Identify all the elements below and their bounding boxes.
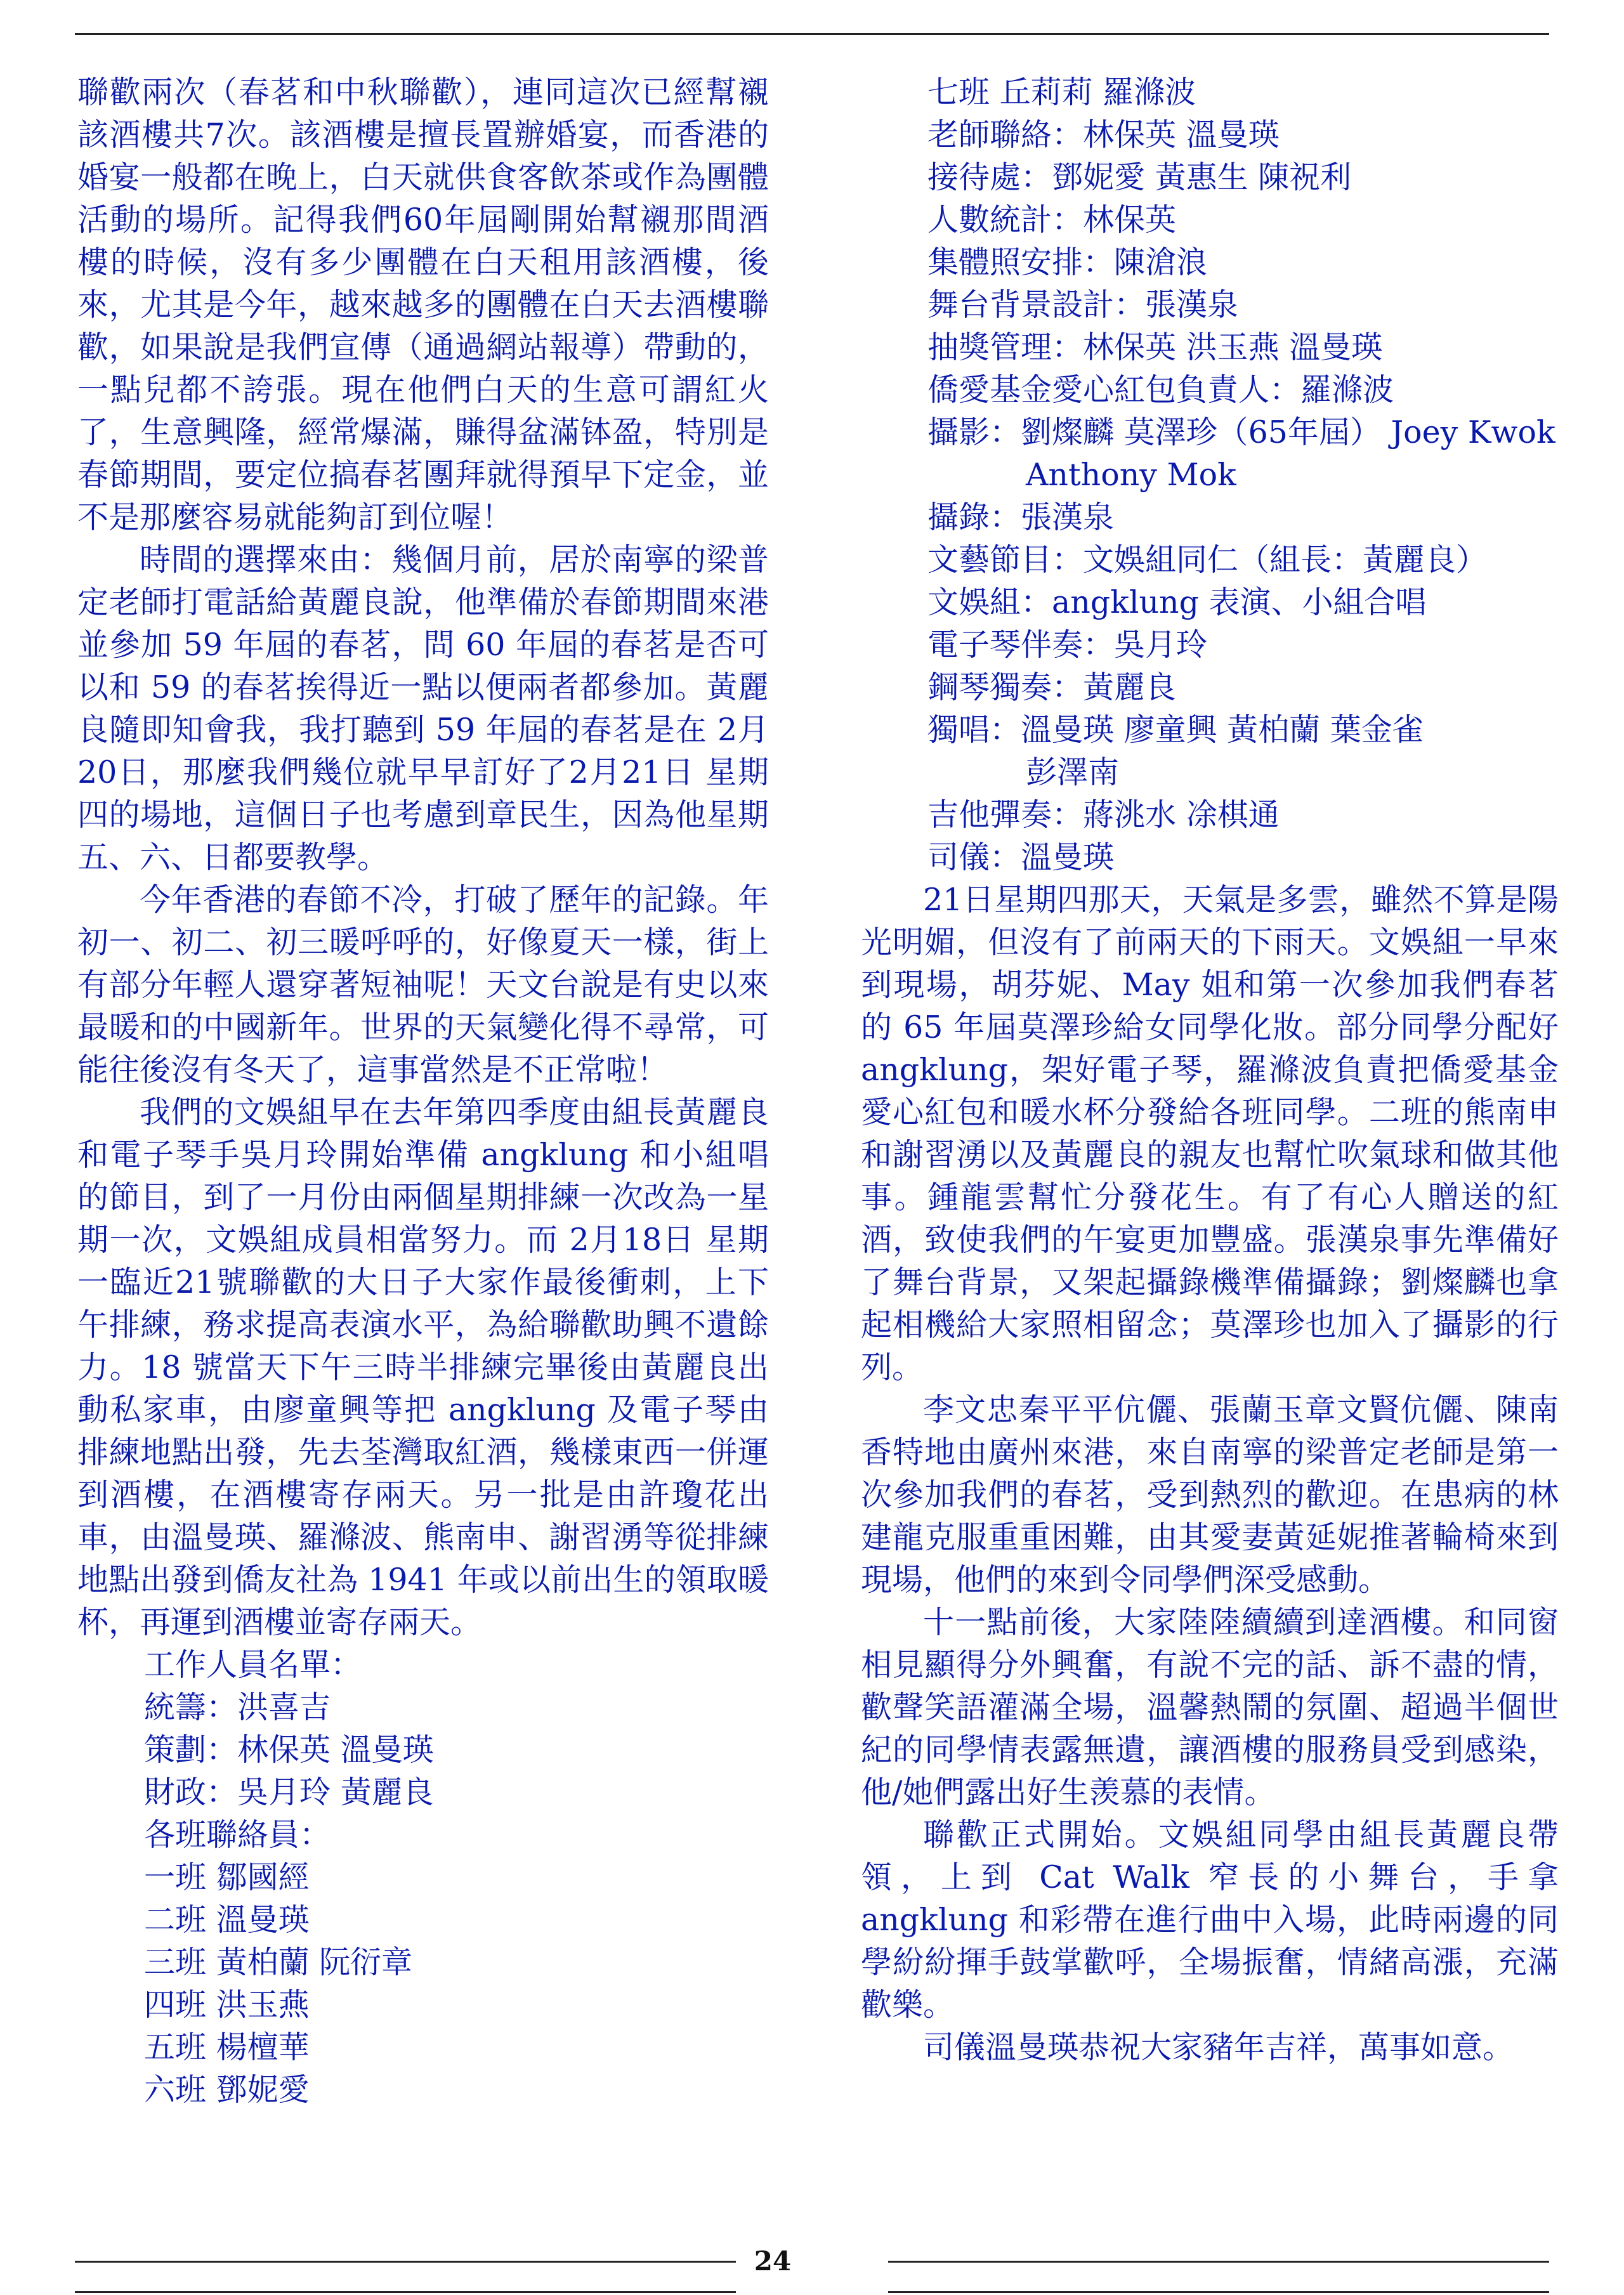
staff-list-item: 老師聯絡：林保英 溫曼瑛 xyxy=(927,117,1280,153)
staff-list-item: 司儀：溫曼瑛 xyxy=(927,839,1115,875)
staff-list-item: 接待處：鄧妮愛 黃惠生 陳祝利 xyxy=(927,159,1352,195)
staff-list-item: 三班 黃柏蘭 阮衍章 xyxy=(144,1944,413,1980)
staff-list-item: 攝影：劉燦麟 莫澤珍（65年屆） Joey Kwok xyxy=(927,414,1555,450)
staff-list xyxy=(861,71,1559,879)
footer-rule-right xyxy=(888,2261,1549,2263)
staff-list-item: 攝錄：張漢泉 xyxy=(927,499,1115,535)
paragraph: 司儀溫曼瑛恭祝大家豬年吉祥，萬事如意。 xyxy=(923,2029,1514,2065)
top-rule xyxy=(75,33,1549,35)
staff-list xyxy=(77,1644,769,2111)
staff-list-item: 財政：吳月玲 黃麗良 xyxy=(144,1774,434,1810)
paragraph: 時間的選擇來由：幾個月前，居於南寧的梁普定老師打電話給黃麗良說，他準備於春節期間來港並參加 59 年屆的春茗，問 60 年屆的春茗是否可以和 59 的春茗挨得近一點以便兩者都參加。黃麗良隨即知會我，我打聽到 59 年屆的春茗是在 2月20日，那麼我們幾位就早早訂好了2月21日 星期四的場地，這個日子也考慮到章民生，因為他星期五、六、日都要教學。 xyxy=(77,542,769,875)
staff-list-item: 電子琴伴奏：吳月玲 xyxy=(927,627,1208,663)
staff-list-item: 一班 鄒國經 xyxy=(144,1859,310,1895)
staff-list-item: 獨唱：溫曼瑛 廖童興 黃柏蘭 葉金雀 xyxy=(927,712,1424,748)
staff-list-item: 五班 楊檀華 xyxy=(144,2029,310,2065)
paragraph: 聯歡正式開始。文娛組同學由組長黃麗良帶領，上到 Cat Walk 窄長的小舞台，手拿 angklung 和彩帶在進行曲中入場，此時兩邊的同學紛紛揮手鼓掌歡呼，全場振奮，情緒高漲，充滿歡樂。 xyxy=(861,1817,1559,2023)
staff-list-item: 四班 洪玉燕 xyxy=(144,1987,310,2023)
staff-list-item: 六班 鄧妮愛 xyxy=(144,2072,310,2108)
staff-list-item: 策劃：林保英 溫曼瑛 xyxy=(144,1732,434,1768)
staff-list-item-continuation: Anthony Mok xyxy=(1026,457,1236,493)
staff-list-item: 七班 丘莉莉 羅滌波 xyxy=(927,74,1196,110)
staff-list-item: 僑愛基金愛心紅包負責人：羅滌波 xyxy=(927,372,1394,408)
staff-list-item: 舞台背景設計：張漢泉 xyxy=(927,287,1239,323)
staff-list-item: 鋼琴獨奏：黃麗良 xyxy=(927,669,1177,705)
staff-list-item: 抽獎管理：林保英 洪玉燕 溫曼瑛 xyxy=(927,329,1383,365)
page-number: 24 xyxy=(754,2246,792,2277)
paragraph: 十一點前後，大家陸陸續續到達酒樓。和同窗相見顯得分外興奮，有說不完的話、訴不盡的情，歡聲笑語灌滿全場，溫馨熱鬧的氛圍、超過半個世紀的同學情表露無遺，讓酒樓的服務員受到感染，他/她們露出好生羡慕的表情。 xyxy=(861,1604,1559,1810)
footer-rule-left xyxy=(75,2261,736,2263)
staff-list-item: 集體照安排：陳滄浪 xyxy=(927,244,1208,280)
paragraph: 李文忠秦平平伉儷、張蘭玉章文賢伉儷、陳南香特地由廣州來港，來自南寧的梁普定老師是第一次參加我們的春茗，受到熱烈的歡迎。在患病的林建龍克服重重困難，由其愛妻黃延妮推著輪椅來到現場，他們的來到令同學們深受感動。 xyxy=(861,1392,1559,1598)
paragraph: 我們的文娛組早在去年第四季度由組長黃麗良和電子琴手吳月玲開始準備 angklung 和小組唱的節目，到了一月份由兩個星期排練一次改為一星期一次，文娛組成員相當努力。而 2月18日 星期一臨近21號聯歡的大日子大家作最後衝刺，上下午排練，務求提高表演水平，為給聯歡助興不遺餘力。18 號當天下午三時半排練完畢後由黃麗良出動私家車，由廖童興等把 angklung 及電子琴由排練地點出發，先去荃灣取紅酒，幾樣東西一併運到酒樓，在酒樓寄存兩天。另一批是由許瓊花出車，由溫曼瑛、羅滌波、熊南申、謝習湧等從排練地點出發到僑友社為 1941 年或以前出生的領取暖杯，再運到酒樓並寄存兩天。 xyxy=(77,1094,769,1640)
staff-list-heading: 工作人員名單： xyxy=(144,1647,362,1683)
paragraph: 今年香港的春節不冷，打破了歷年的記錄。年初一、初二、初三暖呼呼的，好像夏天一樣，街上有部分年輕人還穿著短袖呢！天文台說是有史以來最暖和的中國新年。世界的天氣變化得不尋常，可能往後沒有冬天了，這事當然是不正常啦！ xyxy=(77,882,769,1088)
footer-rule-bottom-right xyxy=(888,2291,1549,2293)
paragraph: 聯歡兩次（春茗和中秋聯歡），連同這次已經幫襯該酒樓共7次。該酒樓是擅長置辦婚宴，而香港的婚宴一般都在晚上，白天就供食客飲茶或作為團體活動的場所。記得我們60年屆剛開始幫襯那間酒樓的時候，沒有多少團體在白天租用該酒樓，後來，尤其是今年，越來越多的團體在白天去酒樓聯歡，如果說是我們宣傳（通過網站報導）帶動的，一點兒都不誇張。現在他們白天的生意可謂紅火了，生意興隆，經常爆滿，賺得盆滿钵盈，特別是春節期間，要定位搞春茗團拜就得預早下定金，並不是那麼容易就能夠訂到位喔！ xyxy=(77,74,769,535)
staff-list-item: 統籌：洪喜吉 xyxy=(144,1689,331,1725)
staff-list-item: 吉他彈奏：蔣洮水 凃棋通 xyxy=(927,797,1280,833)
staff-list-item: 文藝節目：文娛組同仁（組長：黃麗良） xyxy=(927,542,1488,578)
footer-rule-bottom-left xyxy=(75,2291,736,2293)
staff-list-item: 文娛組：angklung 表演、小組合唱 xyxy=(927,584,1427,620)
staff-list-item-continuation: 彭澤南 xyxy=(1026,754,1120,790)
staff-list-item: 人數統計：林保英 xyxy=(927,202,1177,238)
staff-list-item: 二班 溫曼瑛 xyxy=(144,1902,310,1938)
staff-list-item: 各班聯絡員： xyxy=(144,1817,331,1853)
paragraph: 21日星期四那天，天氣是多雲，雖然不算是陽光明媚，但沒有了前兩天的下雨天。文娛組一早來到現場，胡芬妮、May 姐和第一次參加我們春茗的 65 年屆莫澤珍給女同學化妝。部分同學分配好 angklung，架好電子琴，羅滌波負責把僑愛基金愛心紅包和暖水杯分發給各班同學。二班的熊南申和謝習湧以及黃麗良的親友也幫忙吹氣球和做其他事。鍾龍雲幫忙分發花生。有了有心人贈送的紅酒，致使我們的午宴更加豐盛。張漢泉事先準備好了舞台背景，又架起攝錄機準備攝錄；劉燦麟也拿起相機給大家照相留念；莫澤珍也加入了攝影的行列。 xyxy=(861,882,1559,1385)
left-column xyxy=(77,71,769,2111)
right-column xyxy=(861,71,1559,2069)
